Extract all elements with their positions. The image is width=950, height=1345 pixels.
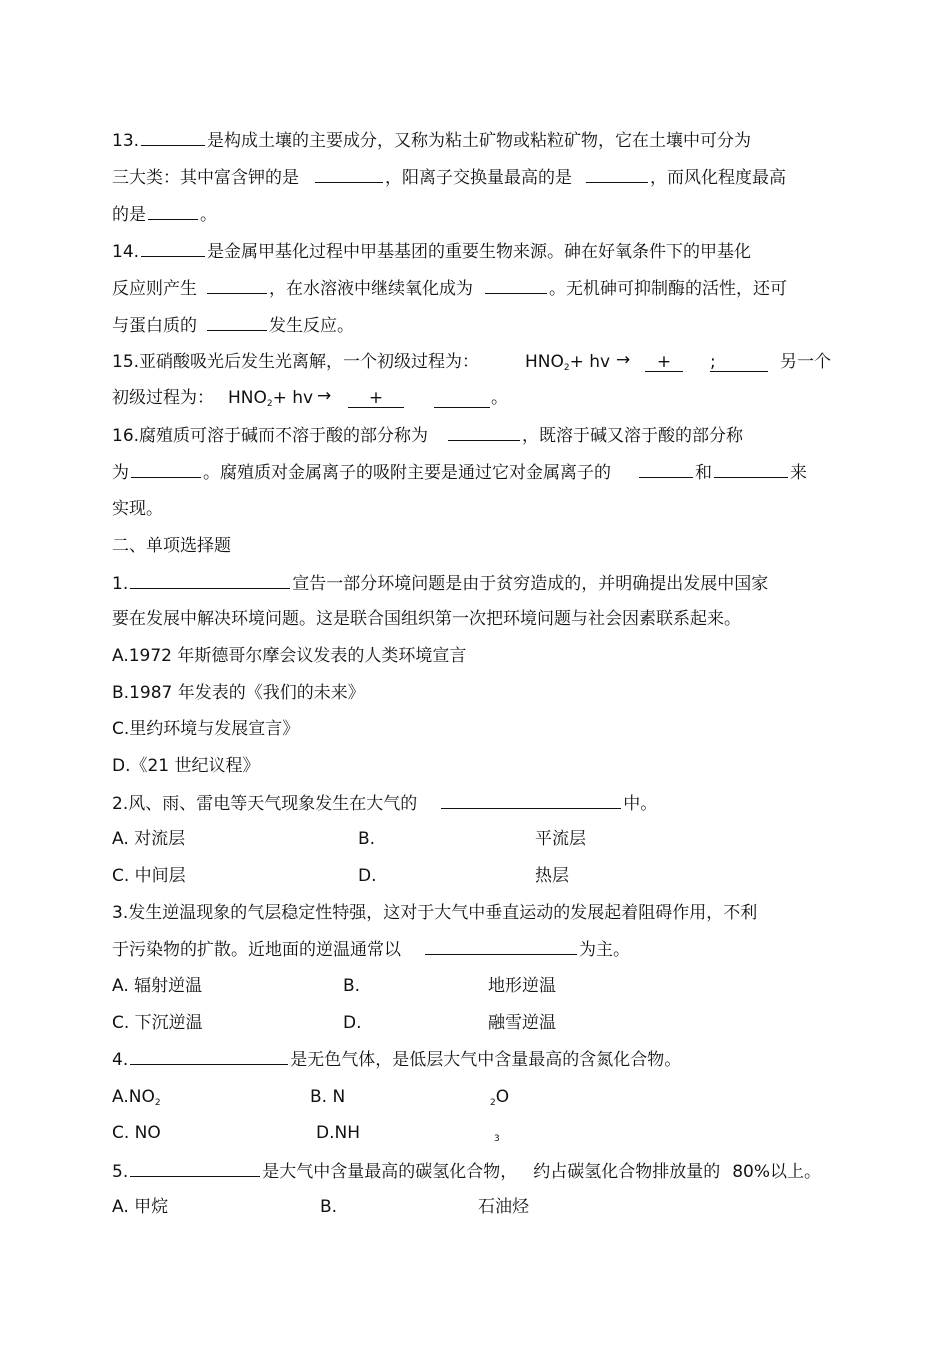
q13-blank-3 bbox=[586, 166, 648, 183]
q13-blank-2 bbox=[315, 166, 383, 183]
c4-option-b-letter: B. N bbox=[310, 1087, 346, 1107]
c3-option-d-letter: D. bbox=[343, 1013, 362, 1033]
q15-text-3: 初级过程为： bbox=[112, 388, 214, 408]
q15-blank-1: + bbox=[645, 351, 683, 372]
c3-option-c: C. 下沉逆温 bbox=[112, 1013, 203, 1033]
q16-text-1: 16.腐殖质可溶于碱而不溶于酸的部分称为 bbox=[112, 426, 429, 446]
q16-line3 bbox=[112, 498, 163, 520]
q14-text-3: ，在水溶液中继续氧化成为 bbox=[269, 279, 473, 299]
q15-line1-text bbox=[112, 351, 479, 373]
q15-formula-2: $HNO_2+$ hv bbox=[228, 388, 314, 409]
q16-line2 bbox=[112, 461, 807, 484]
c2-text-2: 中。 bbox=[623, 794, 658, 814]
q15-end: 。 bbox=[491, 388, 508, 408]
c4-blank bbox=[130, 1048, 288, 1065]
q16-text-6: 来 bbox=[790, 463, 807, 483]
c4-option-d: D.NH bbox=[316, 1123, 360, 1143]
c4-number: 4. bbox=[112, 1050, 129, 1070]
c2-line1 bbox=[112, 792, 657, 815]
c5-text-3: 以上。 bbox=[770, 1162, 822, 1182]
c3-text-3: 为主。 bbox=[579, 940, 630, 960]
c4-line1 bbox=[112, 1048, 681, 1071]
q16-text-5: 和 bbox=[695, 463, 712, 483]
q16-line1 bbox=[112, 424, 743, 447]
c5-percent: 80% bbox=[732, 1162, 771, 1182]
q15-line2-text bbox=[112, 387, 214, 409]
c5-line1 bbox=[112, 1160, 821, 1183]
c1-number: 1. bbox=[112, 574, 129, 594]
q13-line1 bbox=[112, 129, 751, 152]
q14-number: 14. bbox=[112, 242, 140, 262]
q13-text-1: 是构成土壤的主要成分，又称为粘土矿物或粘粒矿物，它在土壤中可分为 bbox=[207, 131, 752, 151]
c4-option-d-sub: 3 bbox=[494, 1134, 500, 1144]
c1-option-c: C.里约环境与发展宣言》 bbox=[112, 719, 300, 739]
q16-blank-2 bbox=[131, 461, 201, 478]
q13-line2 bbox=[112, 166, 786, 189]
q13-text-5: 的是 bbox=[112, 205, 146, 225]
q15-arrow-2: → bbox=[317, 386, 332, 406]
c3-blank bbox=[425, 938, 577, 955]
c5-number: 5. bbox=[112, 1162, 129, 1182]
c1-text-1: 宣告一部分环境问题是由于贫穷造成的，并明确提出发展中国家 bbox=[292, 574, 769, 594]
q14-blank-2 bbox=[207, 277, 267, 294]
c5-option-a: A. 甲烷 bbox=[112, 1197, 169, 1217]
c4-option-b-text: $_2$O bbox=[490, 1087, 510, 1108]
c5-blank bbox=[130, 1160, 260, 1177]
c3-text-2: 于污染物的扩散。近地面的逆温通常以 bbox=[112, 940, 401, 960]
q16-text-3: 为 bbox=[112, 463, 129, 483]
c1-option-a: A.1972 年斯德哥尔摩会议发表的人类环境宣言 bbox=[112, 646, 467, 666]
c2-option-d-text: 热层 bbox=[535, 866, 569, 886]
q13-text-6: 。 bbox=[200, 205, 217, 225]
q15-blank-4 bbox=[434, 387, 490, 408]
c3-option-b-letter: B. bbox=[343, 976, 361, 996]
q16-text-4: 。腐殖质对金属离子的吸附主要是通过它对金属离子的 bbox=[203, 463, 611, 483]
c2-option-a: A. 对流层 bbox=[112, 829, 186, 849]
c2-text-1: 2.风、雨、雷电等天气现象发生在大气的 bbox=[112, 794, 418, 814]
c1-text-2: 要在发展中解决环境问题。这是联合国组织第一次把环境问题与社会因素联系起来。 bbox=[112, 609, 741, 629]
c2-blank bbox=[441, 792, 621, 809]
c1-option-d: D.《21 世纪议程》 bbox=[112, 756, 260, 776]
c3-option-a: A. 辐射逆温 bbox=[112, 976, 203, 996]
q13-text-3: ，阳离子交换量最高的是 bbox=[385, 168, 572, 188]
c3-line2 bbox=[112, 938, 630, 961]
q14-blank-4 bbox=[207, 314, 267, 331]
c3-option-b-text: 地形逆温 bbox=[488, 976, 556, 996]
q16-text-7: 实现。 bbox=[112, 499, 163, 519]
section-title: 二、单项选择题 bbox=[112, 536, 231, 556]
q13-number: 13. bbox=[112, 131, 140, 151]
q15-formula-1: $HNO_2+$ hv bbox=[525, 352, 611, 373]
q15-arrow-1: → bbox=[616, 350, 631, 370]
q14-text-1: 是金属甲基化过程中甲基基团的重要生物来源。砷在好氧条件下的甲基化 bbox=[207, 242, 752, 262]
q13-text-4: ，而风化程度最高 bbox=[650, 168, 786, 188]
q14-text-5: 与蛋白质的 bbox=[112, 316, 197, 336]
c2-option-d-letter: D. bbox=[358, 866, 377, 886]
c5-text-2: 约占碳氢化合物排放量的 bbox=[533, 1162, 721, 1182]
c2-option-c: C. 中间层 bbox=[112, 866, 186, 886]
c5-text-1: 是大气中含量最高的碳氢化合物， bbox=[262, 1162, 518, 1182]
q15-blank-3: + bbox=[348, 387, 404, 408]
q14-line2 bbox=[112, 277, 787, 300]
q14-text-2: 反应则产生 bbox=[112, 279, 197, 299]
q16-blank-3 bbox=[639, 461, 693, 478]
c3-text-1: 3.发生逆温现象的气层稳定性特强，这对于大气中垂直运动的发展起着阻碍作用，不利 bbox=[112, 903, 758, 923]
c1-line1 bbox=[112, 572, 768, 595]
q16-text-2: ，既溶于碱又溶于酸的部分称 bbox=[522, 426, 744, 446]
q16-blank-4 bbox=[714, 461, 788, 478]
c4-option-c: C. NO bbox=[112, 1123, 161, 1143]
c1-blank bbox=[130, 572, 290, 589]
q13-blank-1 bbox=[141, 129, 205, 146]
q14-text-6: 发生反应。 bbox=[269, 316, 354, 336]
q16-blank-1 bbox=[448, 424, 520, 441]
c5-option-b-letter: B. bbox=[320, 1197, 338, 1217]
q15-text-2: 另一个 bbox=[780, 352, 831, 372]
q13-line3 bbox=[112, 203, 217, 226]
q14-blank-1 bbox=[141, 240, 205, 257]
c4-option-a: $A.NO_2$ bbox=[112, 1087, 161, 1108]
c4-text-1: 是无色气体，是低层大气中含量最高的含氮化合物。 bbox=[290, 1050, 682, 1070]
q13-text-2: 三大类：其中富含钾的是 bbox=[112, 168, 299, 188]
q14-blank-3 bbox=[485, 277, 547, 294]
q14-line3 bbox=[112, 314, 354, 337]
c5-option-b-text: 石油烃 bbox=[478, 1197, 529, 1217]
q15-blank-2: ; bbox=[710, 351, 768, 372]
c1-option-b: B.1987 年发表的《我们的未来》 bbox=[112, 683, 365, 703]
q14-text-4: 。无机砷可抑制酶的活性，还可 bbox=[549, 279, 787, 299]
q13-blank-4 bbox=[148, 203, 198, 220]
c2-option-b-text: 平流层 bbox=[535, 829, 586, 849]
c2-option-b-letter: B. bbox=[358, 829, 376, 849]
q15-text-1: 15.亚硝酸吸光后发生光离解，一个初级过程为： bbox=[112, 352, 480, 372]
q14-line1 bbox=[112, 240, 751, 263]
c3-option-d-text: 融雪逆温 bbox=[488, 1013, 556, 1033]
